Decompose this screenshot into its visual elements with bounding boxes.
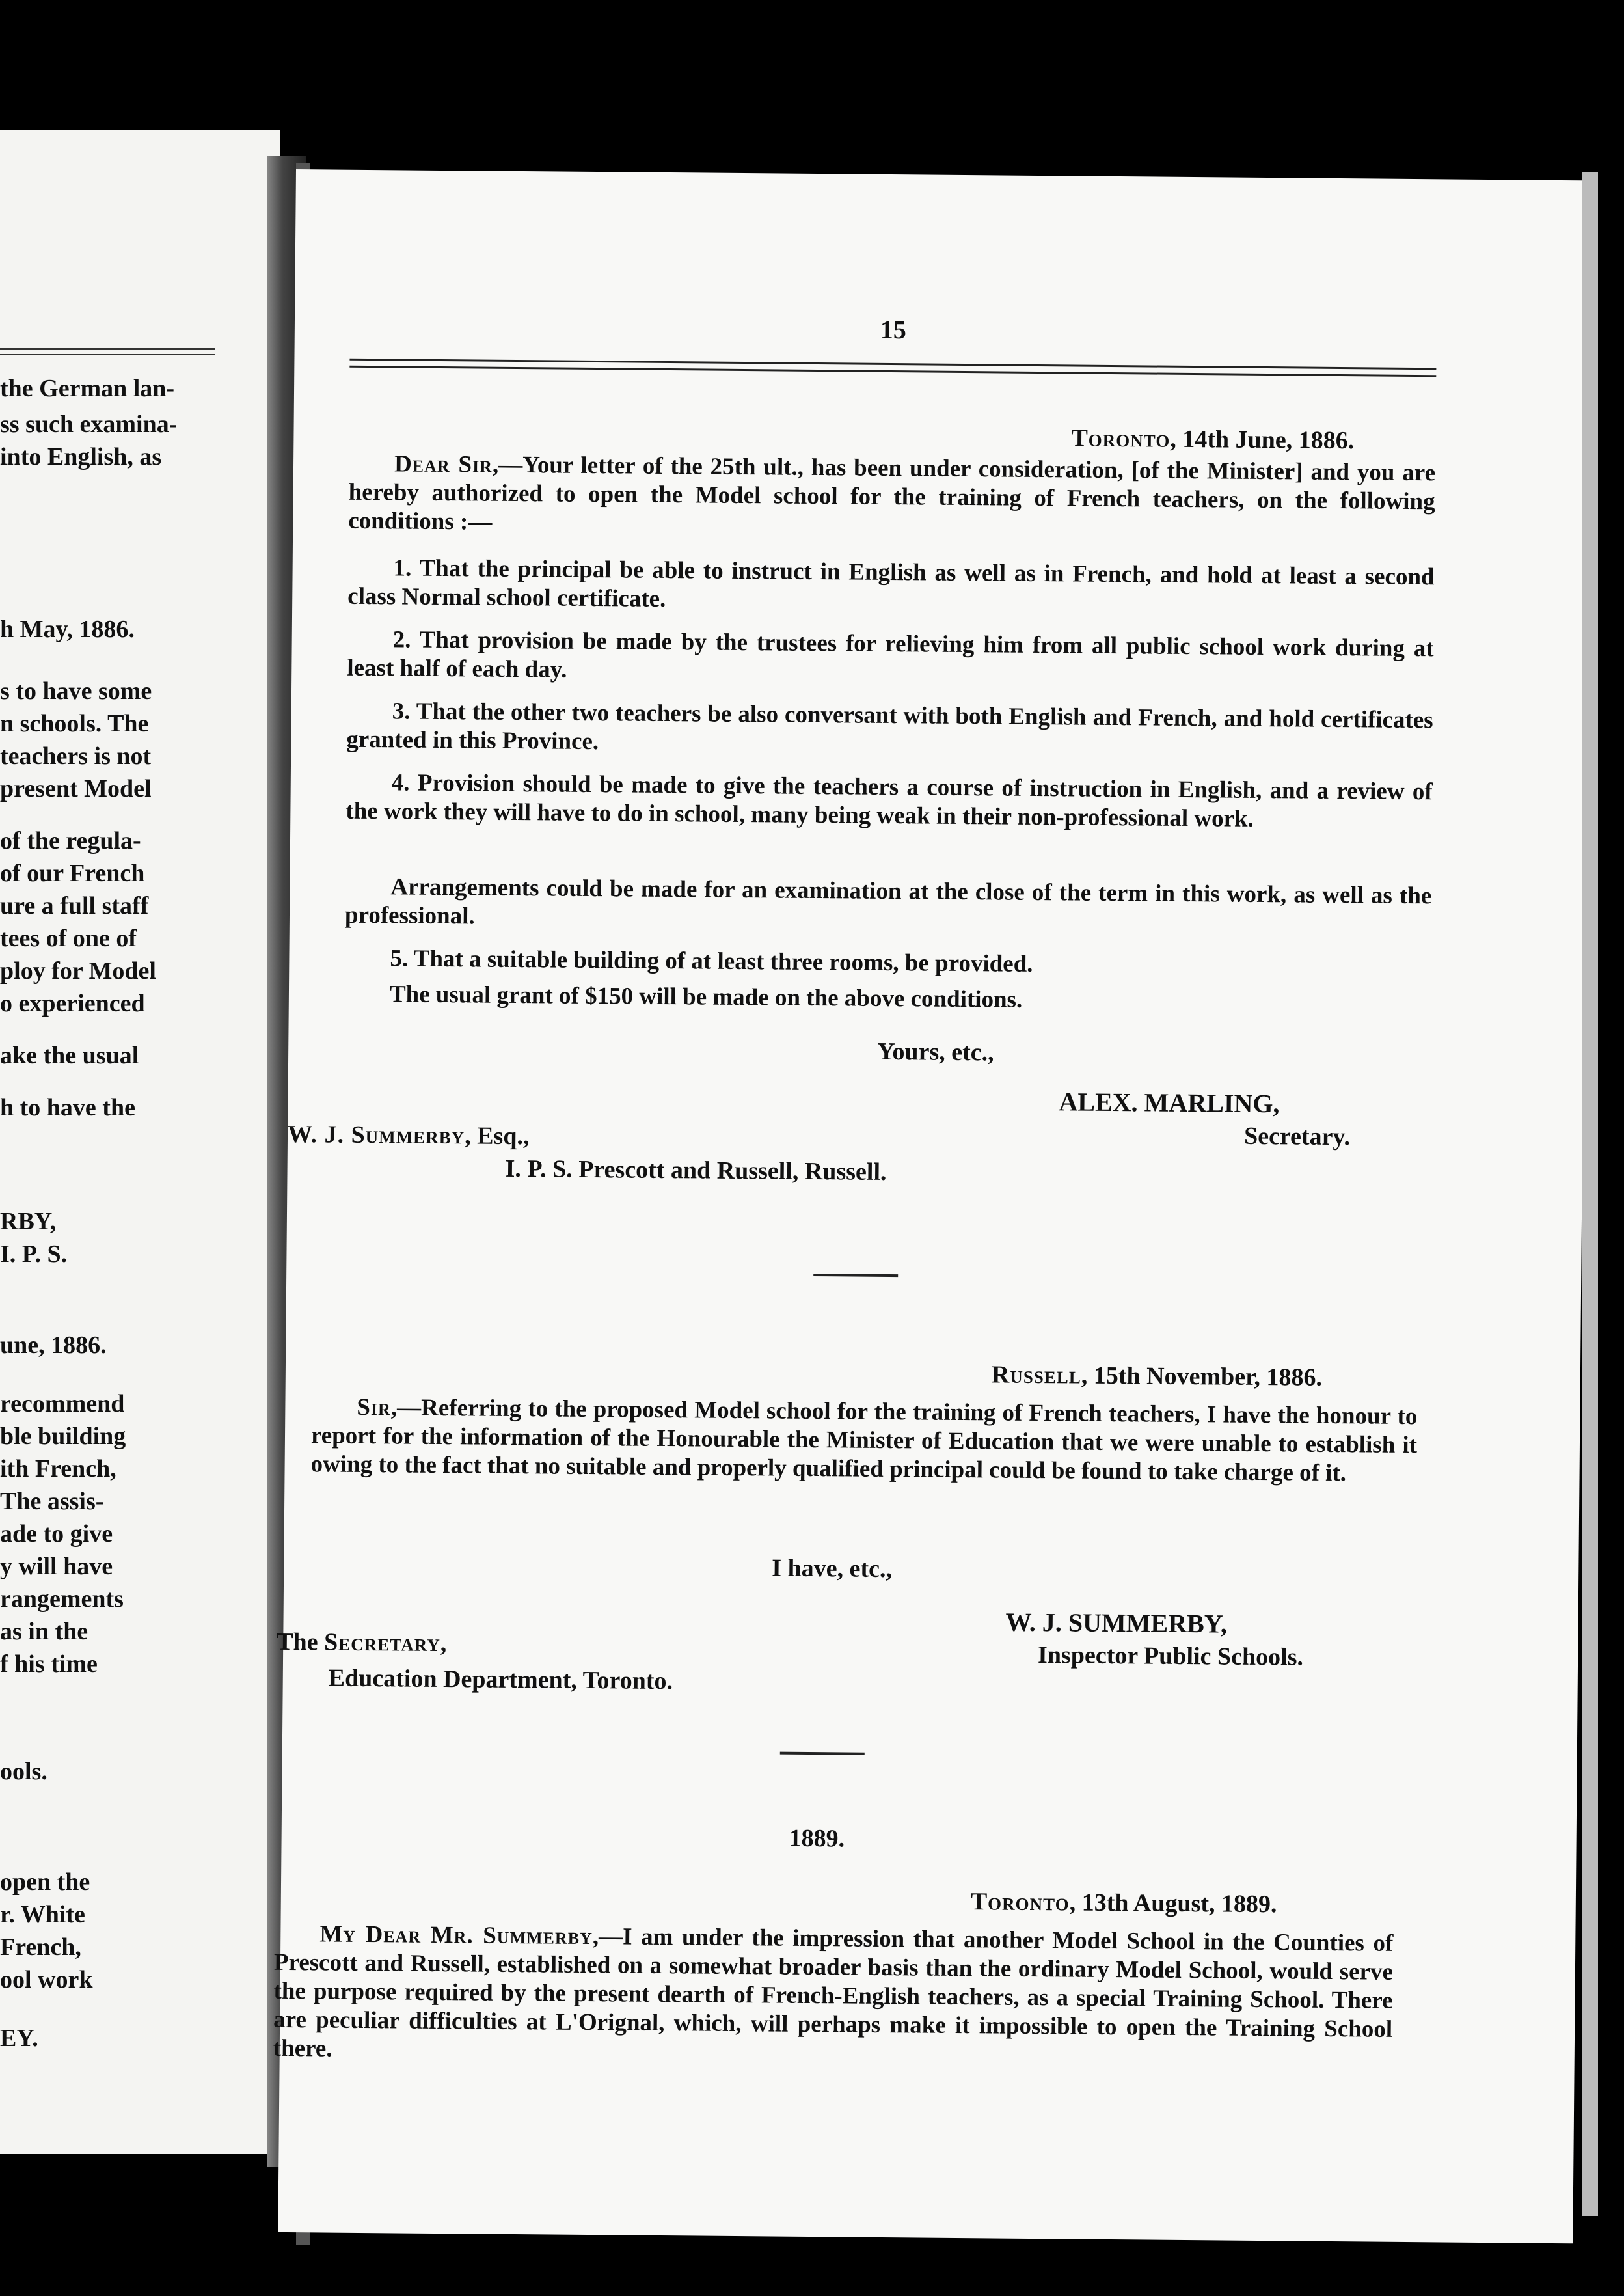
letter2-dateline: [992, 1360, 1323, 1392]
letter1-dateline-place: Toronto: [1071, 424, 1171, 453]
left-page-line: into English, as: [0, 443, 162, 471]
letter1-addressee-name: W. J. Summerby: [287, 1120, 465, 1150]
left-page-line: rangements: [0, 1585, 124, 1613]
book-page: [273, 169, 1591, 2243]
left-page-line: ool work: [0, 1966, 93, 1993]
left-page-line: ure a full staff: [0, 892, 149, 920]
section-divider: [780, 1752, 865, 1755]
letter3-dateline-place: Toronto: [970, 1888, 1070, 1917]
letter1-opening-text: ,—Your letter of the 25th ult., has been under consideration, [of the Minister] and you are hereby authorized to open the Model school for the training of French teachers, on the following conditions :—: [348, 451, 1436, 536]
left-page-line: ith French,: [0, 1455, 116, 1483]
left-page-line: n schools. The: [0, 710, 149, 737]
letter1-item2: 2. That provision be made by the trustees for relieving him from all public school work during at least half of each day.: [347, 626, 1434, 683]
left-page-line: teachers is not: [0, 743, 152, 770]
left-page-line: ade to give: [0, 1520, 113, 1548]
letter2-closing: I have, etc.,: [772, 1554, 893, 1583]
letter1-title: Secretary.: [1243, 1122, 1351, 1151]
letter1-arrangements: Arrangements could be made for an examination at the close of the term in this work, as well as the professional.: [344, 873, 1432, 930]
letter1-opening: [348, 450, 1435, 545]
letter3-dateline: [971, 1887, 1277, 1919]
letter1-salutation: Dear Sir: [394, 450, 493, 478]
letter3-body-text: ,—I am under the impression that another Model School in the Counties of Prescott and Russell, established on a somewhat broader basis than the ordinary Model School, would serve the purpose required by the present dearth of French-English teachers, as a special Training School. There are peculiar difficulties at L'Orignal, which, will perhaps make it impossible to open the Training School there.: [273, 1923, 1394, 2062]
left-page-line: h to have the: [0, 1094, 135, 1121]
left-page-line: as in the: [0, 1618, 88, 1645]
letter1-item5: 5. That a suitable building of at least three rooms, be provided.: [390, 945, 1033, 977]
letter1-grant: The usual grant of $150 will be made on the above conditions.: [389, 981, 1023, 1013]
page-number: 15: [880, 314, 907, 345]
letter2-addressee: [277, 1627, 446, 1658]
left-page-line: RBY,: [0, 1208, 57, 1235]
left-page-line: the German lan-: [0, 375, 175, 402]
left-page-line: recommend: [0, 1390, 125, 1417]
letter3-salutation: My Dear Mr. Summerby: [319, 1920, 593, 1950]
left-page-line: une, 1886.: [0, 1332, 107, 1359]
letter2-title: Inspector Public Schools.: [1037, 1641, 1304, 1671]
left-page-line: f his time: [0, 1650, 98, 1678]
left-page-line: ools.: [0, 1758, 47, 1785]
left-page-line: ble building: [0, 1423, 126, 1450]
year-heading: 1889.: [789, 1824, 845, 1853]
left-page-line: r. White: [0, 1901, 85, 1928]
left-page-line: EY.: [0, 2025, 38, 2052]
header-rule: [349, 359, 1436, 377]
letter2-addressee-line2: Education Department, Toronto.: [328, 1664, 673, 1695]
left-page-line: present Model: [0, 775, 152, 802]
letter2-body: [310, 1393, 1417, 1488]
left-page-line: o experienced: [0, 990, 145, 1017]
letter3-dateline-date: , 13th August, 1889.: [1069, 1889, 1277, 1919]
letter3-body: [273, 1920, 1394, 2073]
page-right-edge: [1582, 172, 1598, 2216]
left-page-line: tees of one of: [0, 925, 137, 952]
letter2-addressee-prefix: The: [277, 1628, 325, 1656]
letter1-dateline-date: , 14th June, 1886.: [1170, 425, 1355, 455]
left-page-line: s to have some: [0, 677, 152, 705]
left-page-line: French,: [0, 1934, 81, 1961]
left-page-line: The assis-: [0, 1488, 104, 1515]
letter1-signature: ALEX. MARLING,: [1059, 1087, 1280, 1119]
letter1-item4: 4. Provision should be made to give the teachers a course of instruction in English, and a review of the work they will have to do in school, many being weak in their non-professional work.: [345, 769, 1433, 832]
left-page-line: I. P. S.: [0, 1240, 68, 1268]
letter1-item3: 3. That the other two teachers be also conversant with both English and French, and hold certificates granted in this Province.: [346, 698, 1433, 756]
section-divider: [813, 1274, 898, 1277]
letter2-addressee-name: Secretary: [323, 1628, 440, 1658]
left-page-line: y will have: [0, 1553, 113, 1580]
left-facing-page: [0, 130, 280, 2154]
letter2-signature: W. J. SUMMERBY,: [1005, 1607, 1228, 1639]
letter2-salutation: Sir: [357, 1393, 392, 1421]
left-page-line: of our French: [0, 860, 145, 887]
left-page-line: ss such examina-: [0, 411, 178, 438]
letter1-addressee-line2: I. P. S. Prescott and Russell, Russell.: [505, 1155, 887, 1186]
letter2-dateline-date: , 15th November, 1886.: [1081, 1361, 1323, 1391]
left-page-rule: [0, 348, 215, 355]
letter1-addressee: [288, 1119, 530, 1151]
letter1-addressee-suffix: , Esq.,: [465, 1122, 530, 1151]
left-page-line: ploy for Model: [0, 957, 156, 985]
letter2-dateline-place: Russell: [991, 1361, 1082, 1389]
letter1-closing: Yours, etc.,: [877, 1037, 994, 1067]
letter2-addressee-suffix: ,: [440, 1630, 447, 1658]
left-page-line: open the: [0, 1868, 90, 1896]
letter1-dateline: [1071, 423, 1354, 456]
left-page-line: h May, 1886.: [0, 616, 135, 643]
left-page-line: ake the usual: [0, 1042, 139, 1069]
letter2-body-text: ,—Referring to the proposed Model school for the training of French teachers, I have the honour to report for the information of the Honourable the Minister of Education that we were unable to establish it owing to the fact that no suitable and properly qualified principal could be found to take charge of it.: [310, 1394, 1418, 1487]
left-page-line: of the regula-: [0, 827, 141, 854]
letter1-item1: 1. That the principal be able to instruct in English as well as in French, and hold at least a second class Normal school certificate.: [347, 554, 1435, 612]
